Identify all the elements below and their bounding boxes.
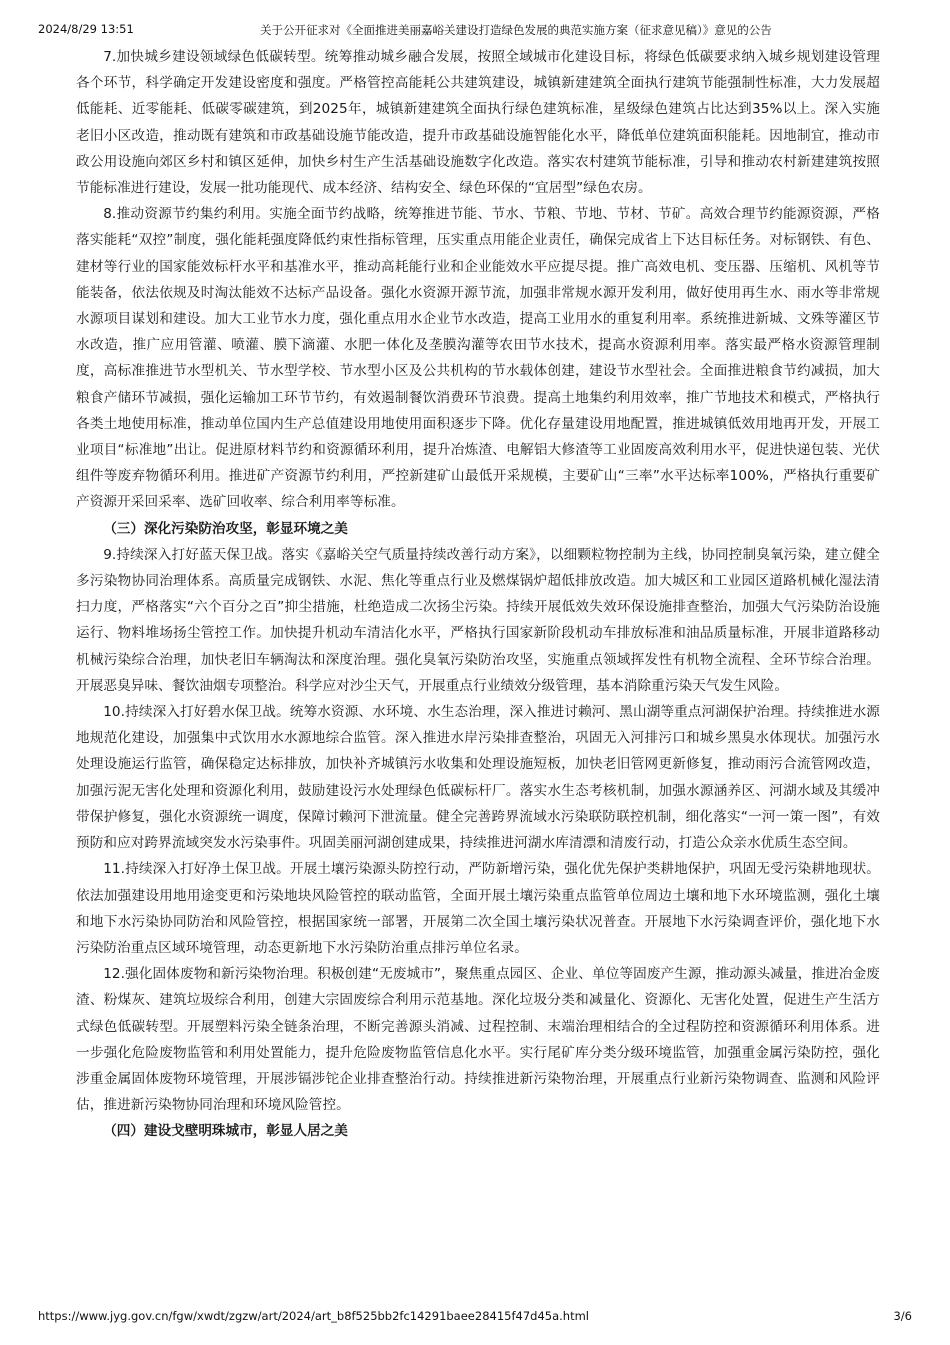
print-footer bbox=[38, 1309, 912, 1327]
print-datetime: 2024/8/29 13:51 bbox=[38, 22, 134, 36]
paragraph-11: 11.持续深入打好净土保卫战。开展土壤污染源头防控行动，严防新增污染，强化优先保护类耕地保护，巩固无受污染耕地现状。依法加强建设用地用途变更和污染地块风险管控的联动监管，全面开展土壤污染重点监管单位周边土壤和地下水环境监测，强化土壤和地下水污染协同防治和风险管控，根据国家统一部署，开展第二次全国土壤污染状况普查。开展地下水污染调查评价，强化地下水污染防治重点区域环境管理，动态更新地下水污染防治重点排污单位名录。 bbox=[76, 861, 880, 956]
page-number: 3/6 bbox=[893, 1309, 912, 1323]
paragraph-9: 9.持续深入打好蓝天保卫战。落实《嘉峪关空气质量持续改善行动方案》，以细颗粒物控制为主线，协同控制臭氧污染，建立健全多污染物协同治理体系。高质量完成钢铁、水泥、焦化等重点行业及燃煤锅炉超低排放改造。加大城区和工业园区道路机械化湿法清扫力度，严格落实“六个百分之百”抑尘措施，杜绝造成二次扬尘污染。持续开展低效失效环保设施排查整治，加强大气污染防治设施运行、物料堆场扬尘管控工作。加快提升机动车清洁化水平，严格执行国家新阶段机动车排放标准和油品质量标准，开展非道路移动机械污染综合治理，加快老旧车辆淘汰和深度治理。强化臭氧污染防治攻坚，实施重点领域挥发性有机物全流程、全环节综合治理。开展恶臭异味、餐饮油烟专项整治。科学应对沙尘天气，开展重点行业绩效分级管理，基本消除重污染天气发生风险。 bbox=[76, 546, 880, 694]
print-page-title: 关于公开征求对《全面推进美丽嘉峪关建设打造绿色发展的典范实施方案（征求意见稿）》意见的公告 bbox=[260, 23, 772, 37]
print-url: https://www.jyg.gov.cn/fgw/xwdt/zgzw/art/2024/art_b8f525bb2fc14291baee28415f47d45a.html bbox=[38, 1309, 589, 1323]
paragraph-8: 8.推动资源节约集约利用。实施全面节约战略，统筹推进节能、节水、节粮、节地、节材、节矿。高效合理节约能源资源，严格落实能耗“双控”制度，强化能耗强度降低约束性指标管理，压实重点用能企业责任，确保完成省上下达目标任务。对标钢铁、有色、建材等行业的国家能效标杆水平和基准水平，推动高耗能行业和企业能效水平应提尽提。推广高效电机、变压器、压缩机、风机等节能装备，依法依规及时淘汰能效不达标产品设备。强化水资源开源节流，加强非常规水源开发利用，做好使用再生水、雨水等非常规水源项目谋划和建设。加大工业节水力度，强化重点用水企业节水改造，提高工业用水的重复利用率。系统推进新城、文殊等灌区节水改造，推广应用管灌、喷灌、膜下滴灌、水肥一体化及垄膜沟灌等农田节水技术，提高水资源利用率。落实最严格水资源管理制度，高标准推进节水型机关、节水型学校、节水型小区及公共机构的节水载体创建，建设节水型社会。全面推进粮食节约减损，加大粮食产储环节减损，强化运输加工环节节约，有效遏制餐饮消费环节浪费。提高土地集约利用效率，推广节地技术和模式，严格执行各类土地使用标准，推动单位国内生产总值建设用地使用面积逐步下降。优化存量建设用地配置，推进城镇低效用地再开发，开展工业项目“标准地”出让。促进原材料节约和资源循环利用，提升冶炼渣、电解铝大修渣等工业固废高效利用水平，促进快递包装、光伏组件等废弃物循环利用。推进矿产资源节约利用，严控新建矿山最低开采规模，主要矿山“三率”水平达标率100%，严格执行重要矿产资源开采回采率、选矿回收率、综合利用率等标准。 bbox=[76, 206, 880, 511]
paragraph-10: 10.持续深入打好碧水保卫战。统筹水资源、水环境、水生态治理，深入推进讨赖河、黑山湖等重点河湖保护治理。持续推进水源地规范化建设，加强集中式饮用水水源地综合监管。深入推进水岸污染排查整治，巩固无入河排污口和城乡黑臭水体现状。加强污水处理设施运行监管，确保稳定达标排放，加快补齐城镇污水收集和处理设施短板，加快老旧管网更新修复，推动雨污合流管网改造，加强污泥无害化处理和资源化利用，鼓励建设污水处理绿色低碳标杆厂。落实水生态考核机制，加强水源涵养区、河湖水域及其缓冲带保护修复，强化水资源统一调度，保障讨赖河下泄流量。健全完善跨界流域水污染联防联控机制，细化落实“一河一策一图”，有效预防和应对跨界流域突发水污染事件。巩固美丽河湖创建成果，持续推进河湖水库清漂和清废行动，打造公众亲水优质生态空间。 bbox=[76, 704, 880, 852]
article-body bbox=[76, 44, 880, 1145]
section-heading-4: （四）建设戈壁明珠城市，彰显人居之美 bbox=[103, 1123, 348, 1140]
section-heading-3: （三）深化污染防治攻坚，彰显环境之美 bbox=[103, 520, 348, 537]
print-header bbox=[38, 22, 912, 40]
paragraph-7: 7.加快城乡建设领域绿色低碳转型。统筹推动城乡融合发展，按照全域城市化建设目标，将绿色低碳要求纳入城乡规划建设管理各个环节，科学确定开发建设密度和强度。严格管控高能耗公共建筑建设，城镇新建建筑全面执行建筑节能强制性标准，大力发展超低能耗、近零能耗、低碳零碳建筑，到2025年，城镇新建建筑全面执行绿色建筑标准，星级绿色建筑占比达到35%以上。深入实施老旧小区改造，推动既有建筑和市政基础设施节能改造，提升市政基础设施智能化水平，降低单位建筑面积能耗。因地制宜，推动市政公用设施向郊区乡村和镇区延伸，加快乡村生产生活基础设施数字化改造。落实农村建筑节能标准，引导和推动农村新建建筑按照节能标准进行建设，发展一批功能现代、成本经济、结构安全、绿色环保的“宜居型”绿色农房。 bbox=[76, 49, 880, 197]
paragraph-12: 12.强化固体废物和新污染物治理。积极创建“无废城市”，聚焦重点园区、企业、单位等固废产生源，推动源头减量，推进冶金废渣、粉煤灰、建筑垃圾综合利用，创建大宗固废综合利用示范基地。深化垃圾分类和减量化、资源化、无害化处置，促进生产生活方式绿色低碳转型。开展塑料污染全链条治理，不断完善源头消减、过程控制、末端治理相结合的全过程防控和资源循环利用体系。进一步强化危险废物监管和利用处置能力，提升危险废物监管信息化水平。实行尾矿库分类分级环境监管，加强重金属污染防控，强化涉重金属固体废物环境管理，开展涉镉涉铊企业排查整治行动。持续推进新污染物治理，开展重点行业新污染物调查、监测和风险评估，推进新污染物协同治理和环境风险管控。 bbox=[76, 966, 880, 1114]
